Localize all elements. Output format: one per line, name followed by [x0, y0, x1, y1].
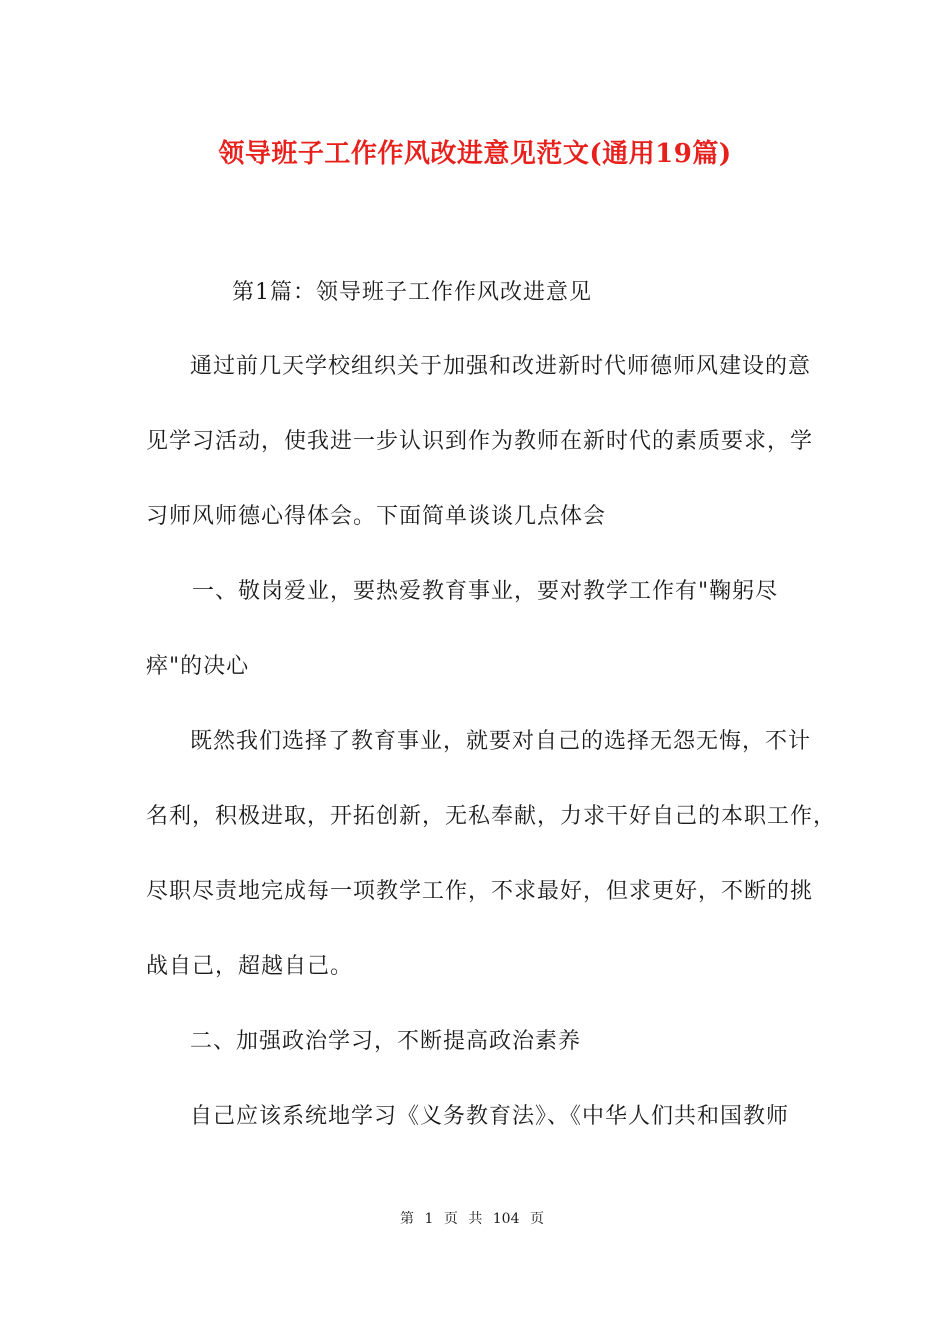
paragraph-line: 瘁"的决心 — [146, 654, 250, 679]
paragraph-line: 通过前几天学校组织关于加强和改进新时代师德师风建设的意 — [190, 354, 812, 379]
paragraph-line: 战自己，超越自己。 — [146, 954, 354, 979]
footer-page-word: 页 — [443, 1211, 458, 1227]
paragraph-line: 尽职尽责地完成每一项教学工作，不求最好，但求更好，不断的挑 — [146, 879, 814, 904]
paragraph-line: 一、敬岗爱业，要热爱教育事业，要对教学工作有"鞠躬尽 — [192, 579, 779, 604]
footer-current-page: 1 — [424, 1211, 434, 1227]
footer-total-pages: 104 — [492, 1211, 520, 1227]
paragraph-line: 习师风师德心得体会。下面简单谈谈几点体会 — [146, 504, 607, 529]
footer-prefix: 第 — [400, 1211, 415, 1227]
paragraph-line: 见学习活动，使我进一步认识到作为教师在新时代的素质要求，学 — [146, 429, 814, 454]
footer-total-word: 共 — [468, 1211, 483, 1227]
paragraph-line: 二、加强政治学习，不断提高政治素养 — [190, 1029, 582, 1054]
paragraph-line: 既然我们选择了教育事业，就要对自己的选择无怨无悔，不计 — [190, 729, 812, 754]
section-heading: 第1篇：领导班子工作作风改进意见 — [232, 280, 592, 305]
footer-suffix: 页 — [529, 1211, 544, 1227]
document-title: 领导班子工作作风改进意见范文(通用19篇) — [218, 139, 732, 169]
paragraph-line: 自己应该系统地学习《义务教育法》、《中华人们共和国教师 — [190, 1104, 790, 1129]
page-footer — [0, 1208, 950, 1230]
paragraph-line: 名利，积极进取，开拓创新，无私奉献，力求干好自己的本职工作， — [146, 804, 837, 829]
